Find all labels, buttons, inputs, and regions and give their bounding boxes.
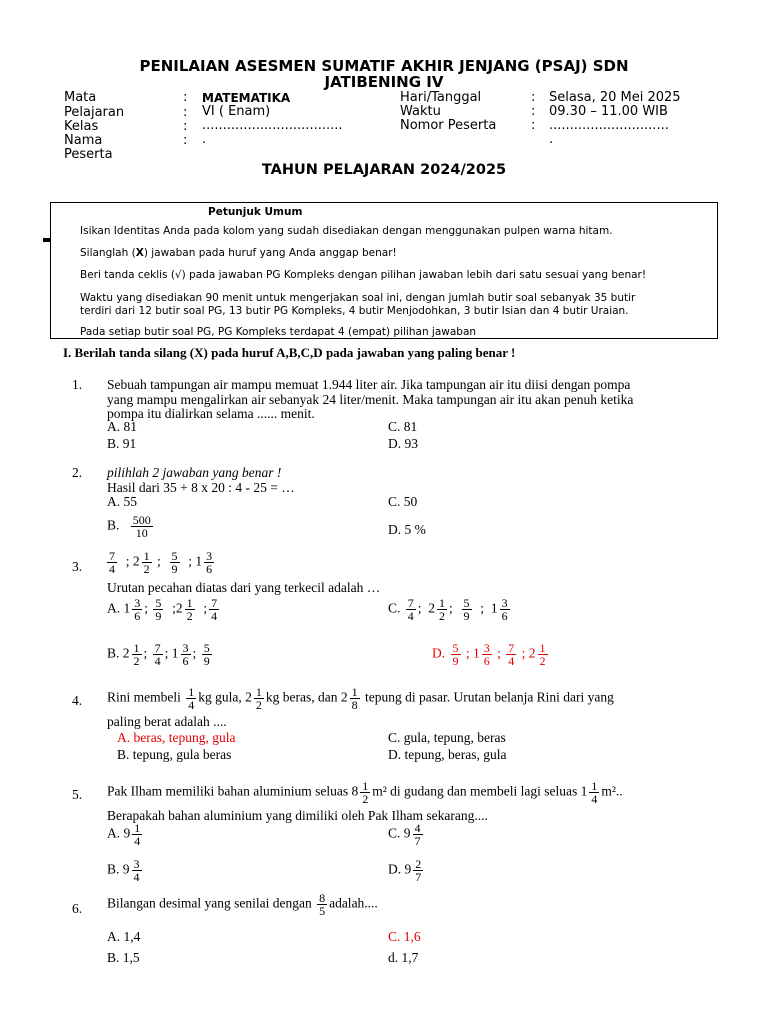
frac-num: 3	[206, 549, 213, 563]
frac-num: 7	[109, 549, 115, 563]
frac	[413, 858, 423, 883]
frac	[482, 642, 492, 667]
frac	[589, 780, 599, 805]
q6-number: 6.	[72, 901, 83, 916]
frac-num: 3	[133, 857, 140, 871]
q5-option-c[interactable]	[388, 822, 425, 847]
mata-label-2: Pelajaran	[64, 105, 125, 120]
q1-line-3: pompa itu dialirkan selama ...... menit.	[107, 406, 315, 421]
waktu-value: 09.30 – 11.00 WIB	[549, 104, 668, 119]
q3-fractions	[105, 550, 216, 575]
q2-option-a[interactable]: A. 55	[107, 494, 137, 509]
frac-num: 5	[155, 596, 162, 610]
petunjuk-line-6: Pada setiap butir soal PG, PG Kompleks terdapat 4 (empat) pilihan jawaban	[80, 326, 477, 338]
frac-den: 2	[186, 609, 193, 623]
q4-text-3: kg beras, dan 2	[265, 689, 348, 705]
frac	[350, 686, 360, 711]
whole: 1	[195, 553, 203, 569]
q4-option-b[interactable]: B. tepung, gula beras	[117, 747, 232, 762]
q6-option-a[interactable]: A. 1,4	[107, 929, 141, 944]
frac	[132, 642, 142, 667]
frac	[185, 597, 195, 622]
whole: 2	[175, 600, 183, 616]
nama-value-2: .	[202, 132, 207, 147]
frac-num: 1	[133, 641, 140, 655]
option-label: C.	[388, 600, 401, 616]
frac-num: 1	[351, 685, 358, 699]
frac-num: 1	[188, 685, 195, 699]
frac	[132, 597, 142, 622]
frac	[254, 686, 264, 711]
petunjuk-line-1: Isikan Identitas Anda pada kolom yang sudah disediakan dengan menggunakan pulpen warna hitam.	[80, 225, 613, 237]
petunjuk-line-5: terdiri dari 12 butir soal PG, 13 butir PG Kompleks, 4 butir Menjodohkan, 3 butir Isian dan 4 butir Uraian.	[80, 305, 629, 317]
q6-text-1: Bilangan desimal yang senilai dengan	[107, 895, 312, 911]
q4-option-a[interactable]: A. beras, tepung, gula	[117, 730, 236, 745]
nama-label-1: Nama	[64, 133, 103, 148]
q4-text-4: tepung di pasar. Urutan belanja Rini dari yang	[364, 689, 614, 705]
frac-den: 4	[154, 654, 161, 668]
colon: :	[183, 90, 188, 105]
q6-option-d[interactable]: d. 1,7	[388, 950, 419, 965]
frac-num: 7	[211, 596, 218, 610]
colon: :	[531, 104, 536, 119]
q5-number: 5.	[72, 787, 83, 802]
q2-line-2: Hasil dari 35 + 8 x 20 : 4 - 25 = …	[107, 480, 295, 495]
frac-den: 2	[143, 562, 150, 576]
frac-den: 9	[155, 609, 162, 623]
sep: ;	[465, 645, 470, 661]
whole: 1	[473, 645, 480, 661]
sep: ;	[172, 600, 176, 616]
q2-option-c[interactable]: C. 50	[388, 494, 418, 509]
frac	[462, 597, 472, 622]
sep: ;	[449, 600, 453, 616]
frac	[153, 597, 163, 622]
whole: 1	[171, 645, 179, 661]
frac-num: 5	[171, 549, 178, 563]
frac-den: 7	[415, 870, 422, 884]
exam-title-line2: JATIBENING IV	[324, 73, 444, 91]
colon: :	[183, 119, 188, 134]
frac-den: 4	[407, 609, 414, 623]
mata-label-1: Mata	[64, 90, 97, 105]
option-label: A. 9	[107, 825, 131, 841]
q4-option-c[interactable]: C. gula, tepung, beras	[388, 730, 506, 745]
kelas-value: VI ( Enam)	[202, 104, 271, 119]
q6-option-b[interactable]: B. 1,5	[107, 950, 140, 965]
frac	[202, 642, 212, 667]
q2-option-d[interactable]: D. 5 %	[388, 522, 426, 537]
q3-option-a[interactable]	[107, 597, 221, 622]
q4-line-2: paling berat adalah ....	[107, 714, 227, 729]
section-title: I. Berilah tanda silang (X) pada huruf A,B,C,D pada jawaban yang paling benar !	[63, 345, 516, 360]
sep: ;	[143, 645, 148, 661]
petunjuk-line-3: Beri tanda ceklis (√) pada jawaban PG Kompleks dengan pilihan jawaban lebih dari satu sesuai yang benar!	[80, 269, 647, 281]
whole: 2	[528, 645, 536, 661]
frac	[406, 597, 416, 622]
frac	[132, 822, 142, 847]
nama-label-2: Peserta	[64, 147, 113, 162]
q4-text-2: kg gula, 2	[198, 689, 252, 705]
petunjuk-box	[50, 202, 718, 339]
frac	[153, 642, 163, 667]
frac	[538, 642, 548, 667]
frac	[413, 822, 423, 847]
q3-option-c[interactable]	[388, 597, 512, 622]
frac-num: 3	[134, 596, 141, 610]
frac-den: 4	[109, 562, 115, 576]
frac	[142, 550, 152, 575]
q2-number: 2.	[72, 465, 83, 480]
frac-num: 1	[439, 596, 446, 610]
sep: ;	[188, 553, 193, 569]
frac-num: 1	[362, 779, 369, 793]
q2-option-b[interactable]	[107, 514, 155, 539]
frac	[500, 597, 510, 622]
nama-value: ..................................	[202, 118, 343, 133]
whole: 1	[490, 600, 498, 616]
frac-den: 6	[182, 654, 189, 668]
q6-text-2: adalah....	[329, 895, 378, 911]
frac	[317, 892, 327, 917]
frac-num: 1	[134, 821, 141, 835]
sep: ;	[521, 645, 526, 661]
q1-option-d[interactable]: D. 93	[388, 436, 418, 451]
sep: ;	[192, 645, 197, 661]
q4-number: 4.	[72, 693, 83, 708]
sep: ;	[125, 553, 130, 569]
whole: 2	[428, 600, 436, 616]
frac-den: 8	[351, 698, 358, 712]
sep: ;	[157, 553, 161, 569]
frac-den: 4	[188, 698, 195, 712]
colon: :	[531, 90, 536, 105]
frac	[170, 550, 180, 575]
frac	[360, 780, 370, 805]
q1-option-b[interactable]: B. 91	[107, 436, 137, 451]
frac-num: 8	[319, 891, 326, 905]
option-label: C. 9	[388, 825, 411, 841]
option-label: B. 2	[107, 645, 130, 661]
frac-den: 4	[134, 834, 141, 848]
q5-text-1: Pak Ilham memiliki bahan aluminium seluas 8	[107, 783, 359, 799]
kelas-label: Kelas	[64, 119, 99, 134]
frac-num: 7	[154, 641, 161, 655]
colon: :	[183, 133, 188, 148]
frac-den: 2	[539, 654, 546, 668]
q6-option-c[interactable]: C. 1,6	[388, 929, 421, 944]
sep: ;	[417, 600, 422, 616]
q4-option-d[interactable]: D. tepung, beras, gula	[388, 747, 507, 762]
frac-num: 1	[186, 596, 193, 610]
q4-line-1	[107, 686, 614, 711]
waktu-label: Waktu	[400, 104, 441, 119]
whole: 2	[132, 553, 140, 569]
frac-num: 1	[143, 549, 150, 563]
frac-num: 500	[132, 513, 151, 527]
frac-den: 10	[131, 526, 153, 539]
frac	[186, 686, 196, 711]
option-label: D.	[432, 645, 446, 661]
frac-den: 2	[439, 609, 446, 623]
frac-den: 2	[133, 654, 140, 668]
frac-den: 6	[134, 609, 141, 623]
frac-num: 5	[452, 641, 459, 655]
frac-den: 9	[452, 654, 459, 668]
frac	[451, 642, 461, 667]
exam-title-line1: PENILAIAN ASESMEN SUMATIF AKHIR JENJANG (PSAJ) SDN	[139, 57, 629, 75]
frac-den: 4	[133, 870, 140, 884]
frac	[132, 858, 142, 883]
q5-option-d[interactable]	[388, 858, 425, 883]
q5-line-2: Berapakah bahan aluminium yang dimiliki oleh Pak Ilham sekarang....	[107, 808, 488, 823]
q4-text-1: Rini membeli	[107, 689, 181, 705]
frac-den: 6	[206, 562, 213, 576]
q2-instruction: pilihlah 2 jawaban yang benar !	[107, 465, 282, 480]
q2-option-b-fraction	[131, 514, 153, 539]
q1-line-1: Sebuah tampungan air mampu memuat 1.944 liter air. Jika tampungan air itu diisi dengan pompa	[107, 377, 631, 392]
frac-num: 4	[414, 821, 421, 835]
margin-mark	[43, 238, 50, 242]
petunjuk-line-2c: ) jawaban pada huruf yang Anda anggap benar!	[143, 247, 397, 259]
frac-den: 6	[501, 609, 508, 623]
q3-question: Urutan pecahan diatas dari yang terkecil adalah …	[107, 580, 381, 595]
frac-den: 9	[463, 609, 470, 623]
frac-den: 2	[255, 698, 262, 712]
frac-den: 9	[203, 654, 210, 668]
frac-num: 1	[539, 641, 546, 655]
q5-option-b[interactable]	[107, 858, 144, 883]
q3-number: 3.	[72, 559, 83, 574]
q3-option-d[interactable]	[432, 642, 550, 667]
frac-den: 7	[414, 834, 421, 848]
frac	[506, 642, 516, 667]
frac	[209, 597, 219, 622]
tahun-pelajaran: TAHUN PELAJARAN 2024/2025	[261, 162, 507, 178]
petunjuk-line-4: Waktu yang disediakan 90 menit untuk mengerjakan soal ini, dengan jumlah butir soal sebanyak 35 butir	[80, 292, 636, 304]
sep: ;	[164, 645, 169, 661]
frac-num: 7	[407, 596, 414, 610]
petunjuk-title: Petunjuk Umum	[208, 206, 303, 218]
q3-option-b[interactable]	[107, 642, 214, 667]
petunjuk-line-2b: X	[135, 247, 144, 259]
petunjuk-line-2	[80, 247, 397, 259]
q5-text-2: m² di gudang dan membeli lagi seluas 1	[372, 783, 588, 799]
nomor-value-2: .	[549, 132, 554, 147]
frac-den: 5	[319, 904, 326, 918]
frac-num: 5	[203, 641, 210, 655]
frac-num: 3	[501, 596, 508, 610]
mata-value: MATEMATIKA	[202, 91, 291, 105]
petunjuk-line-2a: Silanglah (	[80, 247, 136, 259]
q6-line-1	[107, 892, 378, 917]
hari-value: Selasa, 20 Mei 2025	[549, 90, 681, 105]
frac-den: 2	[362, 792, 369, 806]
q1-option-a[interactable]: A. 81	[107, 419, 137, 434]
q1-number: 1.	[72, 377, 83, 392]
frac-num: 3	[483, 641, 490, 655]
colon: :	[183, 105, 188, 120]
frac-den: 9	[171, 562, 178, 576]
frac-den: 4	[591, 792, 598, 806]
frac-num: 7	[508, 641, 515, 655]
q2-option-b-label: B.	[107, 517, 120, 533]
sep: ;	[480, 600, 485, 616]
frac	[437, 597, 447, 622]
frac-den: 4	[211, 609, 218, 623]
frac	[181, 642, 191, 667]
nomor-label: Nomor Peserta	[400, 118, 497, 133]
q1-line-2: yang mampu mengalirkan air sebanyak 24 liter/menit. Maka tampungan air itu akan penuh ketika	[107, 392, 634, 407]
option-label: A. 1	[107, 600, 131, 616]
colon: :	[531, 118, 536, 133]
sep: ;	[203, 600, 208, 616]
option-label: D. 9	[388, 861, 412, 877]
hari-label: Hari/Tanggal	[400, 90, 482, 105]
q5-option-a[interactable]	[107, 822, 144, 847]
q5-line-1	[107, 780, 623, 805]
q1-option-c[interactable]: C. 81	[388, 419, 418, 434]
frac	[204, 550, 214, 575]
frac	[107, 550, 117, 575]
q5-text-3: m²..	[601, 783, 623, 799]
frac-num: 3	[182, 641, 189, 655]
frac-num: 2	[415, 857, 422, 871]
frac-num: 1	[255, 685, 262, 699]
frac-num: 5	[463, 596, 470, 610]
frac-den: 4	[508, 654, 515, 668]
sep: ;	[497, 645, 501, 661]
nomor-value: .............................	[549, 118, 669, 133]
frac-den: 6	[483, 654, 490, 668]
sep: ;	[144, 600, 149, 616]
option-label: B. 9	[107, 861, 130, 877]
frac-num: 1	[591, 779, 598, 793]
